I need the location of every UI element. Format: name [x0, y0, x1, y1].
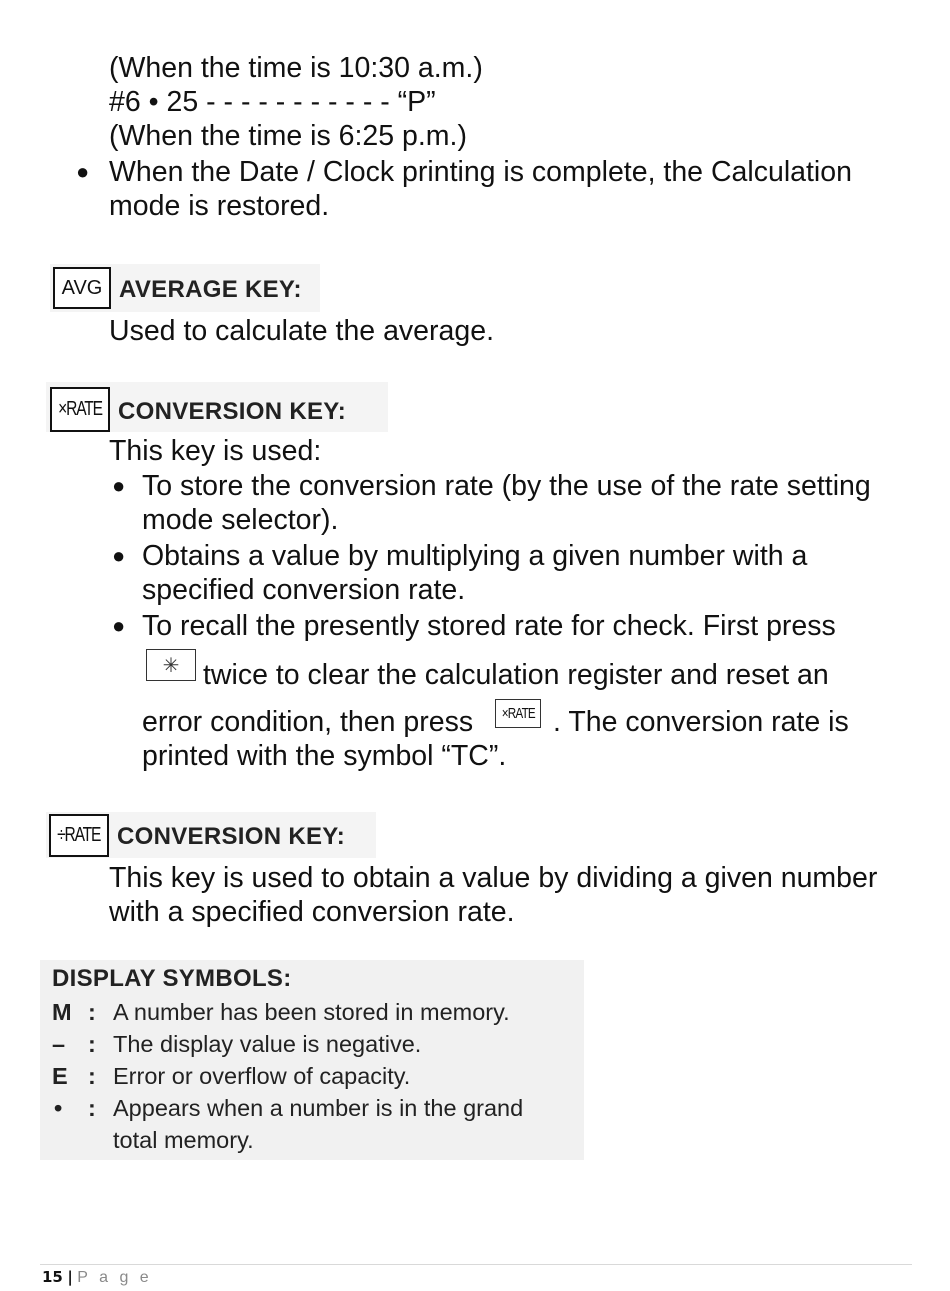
- symbol-minus: –: [52, 1031, 66, 1057]
- inline-rate-key-icon: [495, 699, 541, 728]
- clear-key-icon: [146, 649, 196, 681]
- symbol-description: A number has been stored in memory.: [113, 999, 510, 1025]
- recall-rate-line3-after: . The conversion rate is: [553, 706, 849, 738]
- symbol-description: Error or overflow of capacity.: [113, 1063, 411, 1089]
- page-word: P a g e: [77, 1269, 153, 1286]
- page-footer: [42, 1268, 152, 1287]
- symbol-separator: :: [88, 1031, 96, 1057]
- divide-conversion-line1: This key is used to obtain a value by dividing a given number: [109, 862, 878, 894]
- symbol-description: Appears when a number is in the grand: [113, 1095, 524, 1121]
- average-description: Used to calculate the average.: [109, 315, 494, 347]
- symbol-description: The display value is negative.: [113, 1031, 422, 1057]
- store-rate-line2: mode selector).: [142, 504, 339, 536]
- symbol-separator: :: [88, 999, 96, 1025]
- time-am-note: (When the time is 10:30 a.m.): [109, 52, 483, 84]
- recall-rate-line4: printed with the symbol “TC”.: [142, 740, 507, 772]
- multiply-value-line1: Obtains a value by multiplying a given number with a: [142, 540, 808, 572]
- clear-key-label: ✳: [162, 654, 180, 677]
- symbol-description-continued: total memory.: [113, 1127, 254, 1153]
- symbol-e: E: [52, 1063, 68, 1089]
- multiply-rate-key-label: ×RATE: [58, 398, 102, 420]
- divide-rate-key-icon: [49, 814, 109, 857]
- avg-key-label: AVG: [61, 276, 103, 299]
- multiply-conversion-intro: This key is used:: [109, 435, 322, 467]
- symbol-separator: :: [88, 1095, 96, 1121]
- footer-separator: |: [67, 1268, 73, 1286]
- symbol-m: M: [52, 999, 72, 1025]
- page-number: 15: [42, 1268, 63, 1286]
- recall-rate-line1: To recall the presently stored rate for check. First press: [142, 610, 836, 642]
- bullet-dot: ●: [112, 613, 126, 638]
- multiply-value-line2: specified conversion rate.: [142, 574, 466, 606]
- symbol-dot: •: [54, 1095, 63, 1121]
- restore-note-line2: mode is restored.: [109, 190, 330, 222]
- multiply-conversion-heading: CONVERSION KEY:: [118, 398, 347, 425]
- divide-conversion-heading: CONVERSION KEY:: [117, 823, 346, 850]
- store-rate-line1: To store the conversion rate (by the use of the rate setting: [142, 470, 871, 502]
- restore-note-line1: When the Date / Clock printing is complete, the Calculation: [109, 156, 852, 188]
- multiply-rate-key-icon: [50, 387, 110, 432]
- divide-conversion-line2: with a specified conversion rate.: [109, 896, 515, 928]
- inline-rate-key-label: ×RATE: [501, 705, 535, 722]
- display-symbols-heading: DISPLAY SYMBOLS:: [52, 965, 292, 992]
- bullet-dot: ●: [112, 543, 126, 568]
- symbol-separator: :: [88, 1063, 96, 1089]
- avg-key-icon: [53, 267, 111, 309]
- divide-rate-key-label: ÷RATE: [57, 824, 101, 846]
- clock-printout: #6 • 25 - - - - - - - - - - - “P”: [109, 86, 436, 118]
- recall-rate-line2: twice to clear the calculation register and reset an: [203, 659, 829, 691]
- time-pm-note: (When the time is 6:25 p.m.): [109, 120, 467, 152]
- footer-rule: [40, 1264, 912, 1265]
- recall-rate-line3-before: error condition, then press: [142, 706, 474, 738]
- bullet-dot: ●: [112, 473, 126, 498]
- bullet-dot: ●: [76, 159, 90, 184]
- average-key-heading: AVERAGE KEY:: [119, 276, 302, 303]
